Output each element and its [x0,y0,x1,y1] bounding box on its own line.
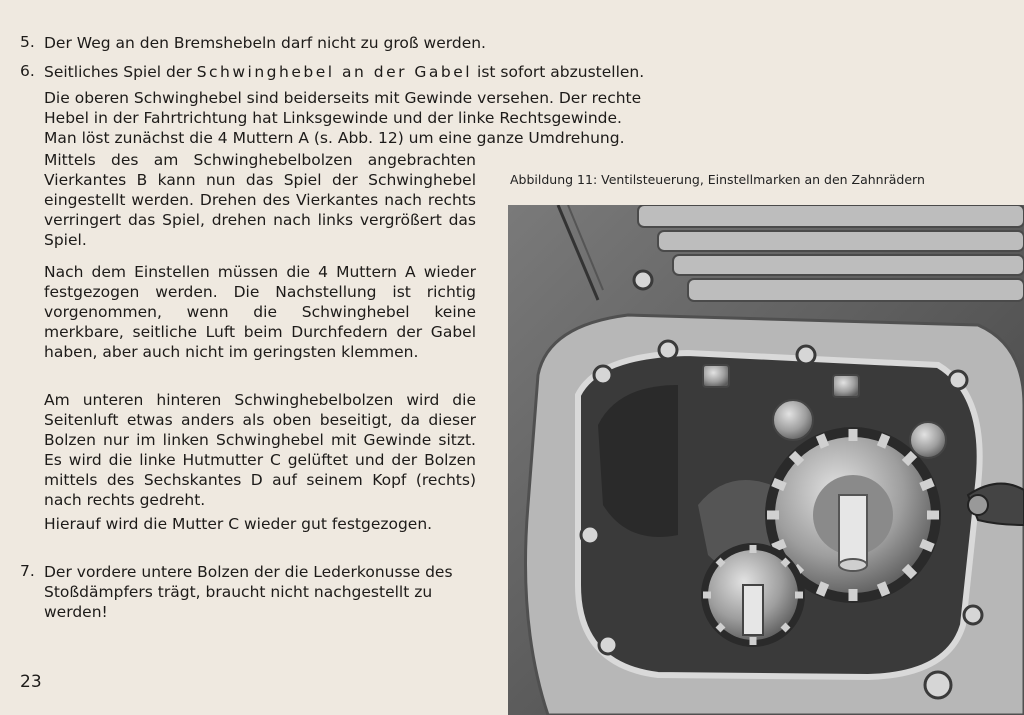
item-6-line-2: Hebel in der Fahrtrichtung hat Linksgewinde und der linke Rechtsgewinde. [44,109,622,127]
paragraph-einstellen: Nach dem Einstellen müssen die 4 Muttern A wieder festgezogen werden. Die Nachstellung ist richtig vorgenommen, wenn die Schwinghebel keine merkbare, seitliche Luft beim Durchfedern der Gabel haben, aber auch nicht im geringsten klemmen. [44,263,476,361]
item-5-number: 5. [20,33,35,51]
paragraph-hierauf: Hierauf wird die Mutter C wieder gut festgezogen. [44,515,433,533]
item-5-text: Der Weg an den Bremshebeln darf nicht zu groß werden. [44,34,486,52]
item-6-continuation: Mittels des am Schwinghebelbolzen angebrachten Vierkantes B kann nun das Spiel der Schwinghebel eingestellt werden. Drehen des Vierkantes nach rechts verringert das Spiel, drehen nach links vergrößert das Spiel. [44,151,476,249]
item-6-line-3: Man löst zunächst die 4 Muttern A (s. Abb. 12) um eine ganze Umdrehung. [44,129,625,147]
engine-gear-photo [508,205,1024,715]
figure-caption: Abbildung 11: Ventilsteuerung, Einstellmarken an den Zahnrädern [510,172,925,187]
item-6-heading: Seitliches Spiel der Schwinghebel an der Gabel ist sofort abzustellen. [44,63,645,81]
engine-gear-illustration [508,205,1024,715]
item-7-number: 7. [20,562,35,580]
item-6-line-1: Die oberen Schwinghebel sind beiderseits mit Gewinde versehen. Der rechte [44,89,642,107]
page-number: 23 [20,672,42,692]
item-6-number: 6. [20,62,35,80]
item-7-text: Der vordere untere Bolzen der die Lederkonusse des Stoßdämpfers trägt, braucht nicht nachgestellt zu werden! [44,563,453,621]
paragraph-unteren: Am unteren hinteren Schwinghebelbolzen wird die Seitenluft etwas anders als oben beseitigt, da dieser Bolzen nur im linken Schwinghebel mit Gewinde sitzt. Es wird die linke Hutmutter C gelüftet und der Bolzen mittels des Sechskantes D auf seinem Kopf (rechts) nach rechts gedreht. [44,391,476,509]
